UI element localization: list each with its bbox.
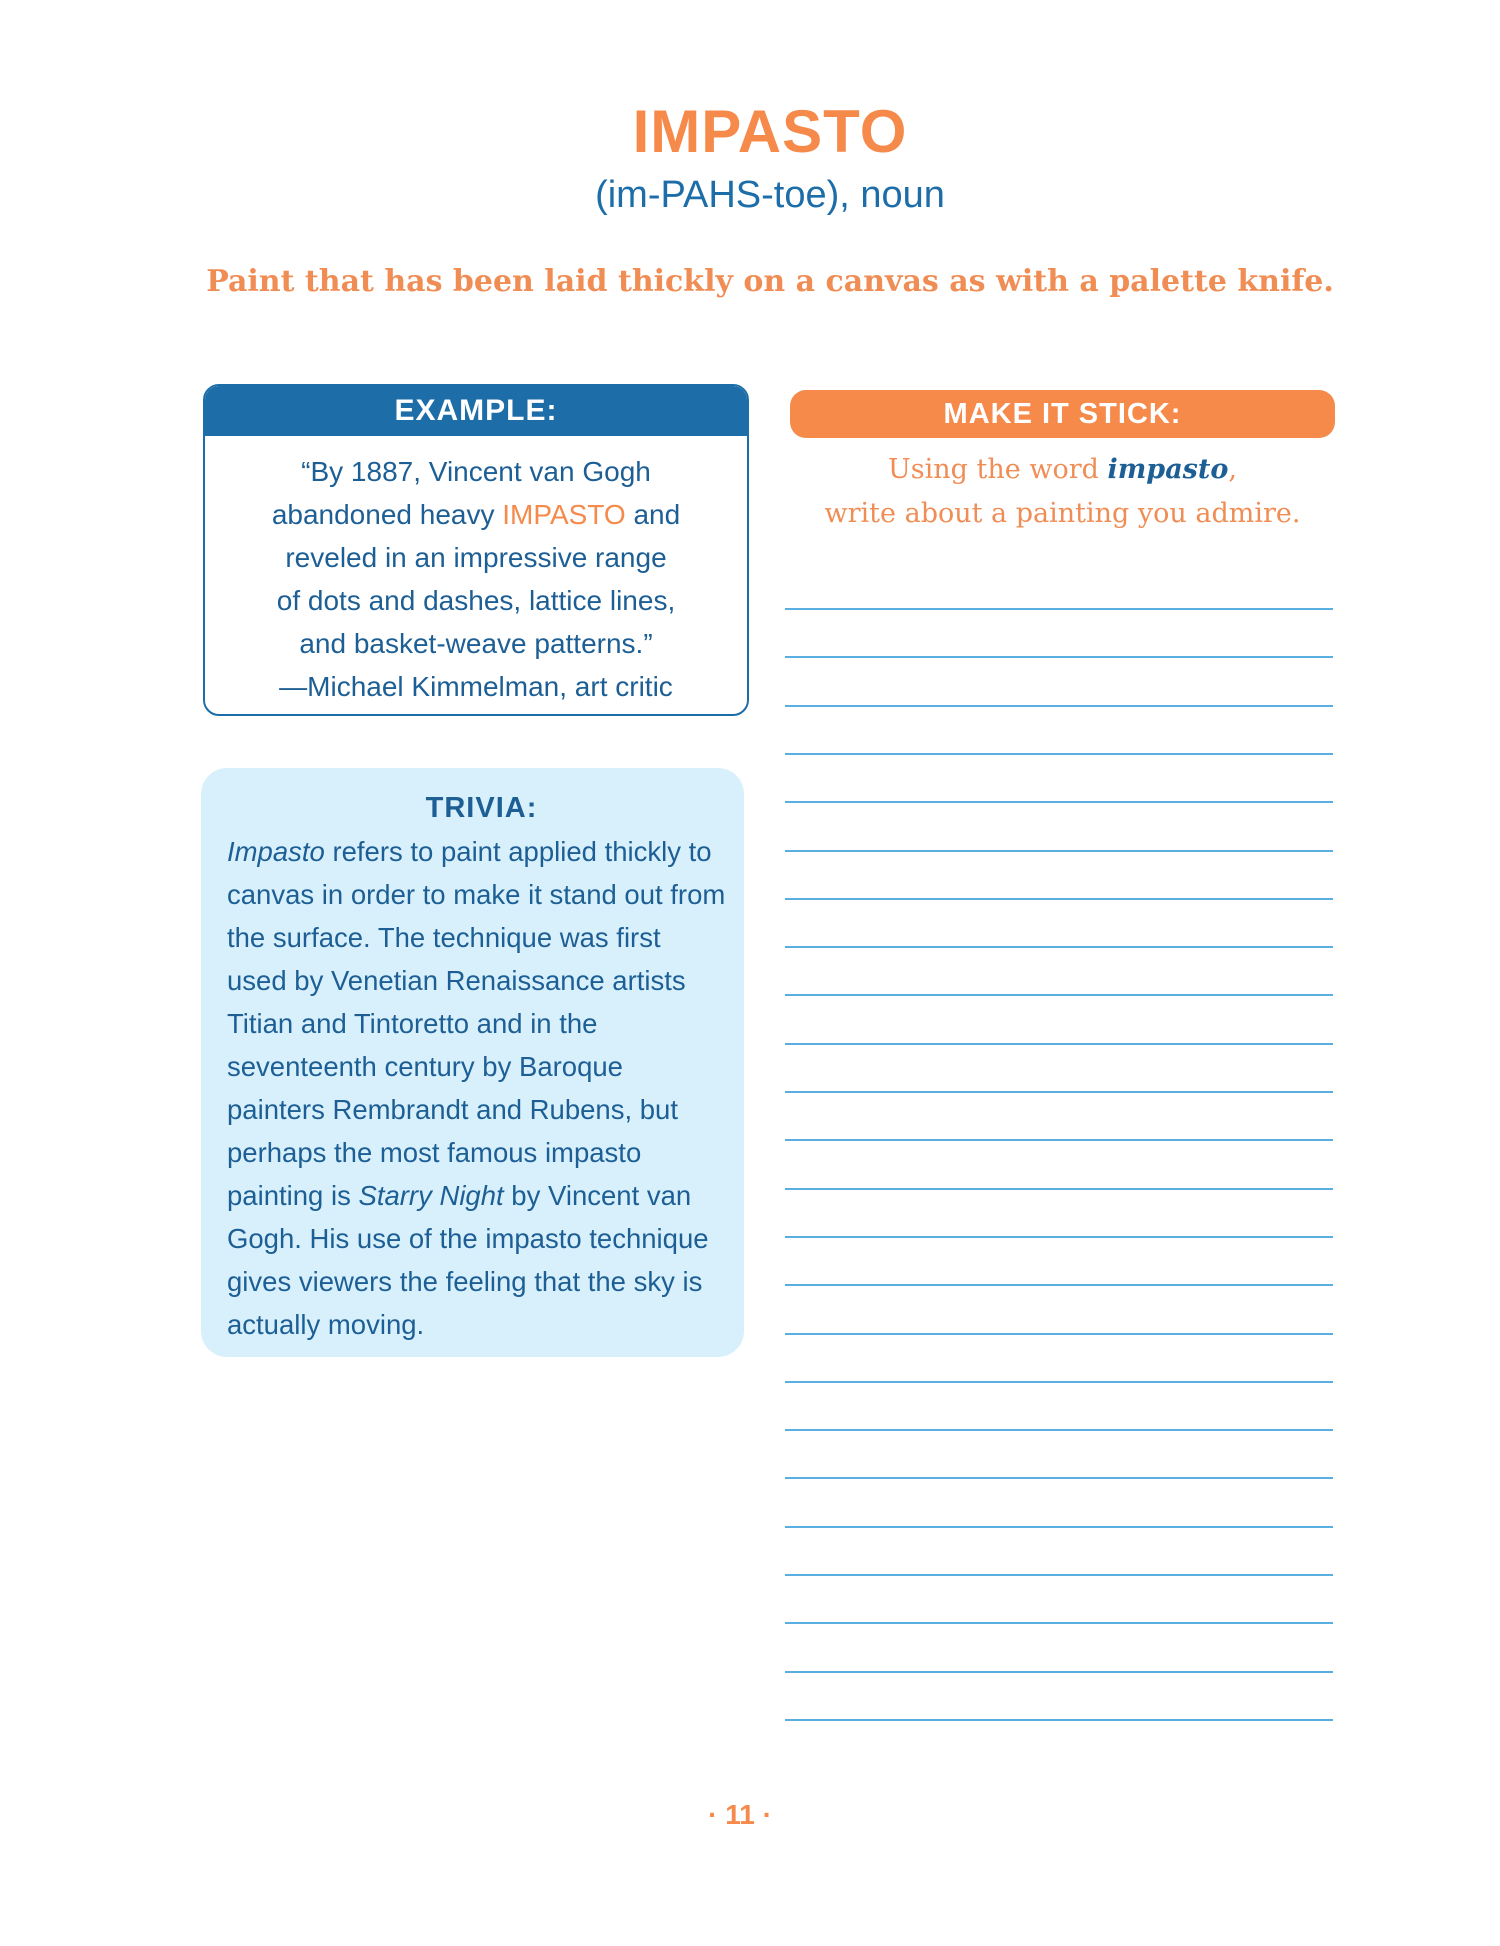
writing-line[interactable]: [785, 705, 1333, 707]
prompt-line: [790, 448, 1335, 492]
trivia-painting-title: Starry Night: [358, 1180, 504, 1211]
example-attribution: —Michael Kimmelman, art critic: [279, 671, 673, 702]
page-title: IMPASTO: [632, 98, 908, 165]
writing-line[interactable]: [785, 946, 1333, 948]
writing-line[interactable]: [785, 850, 1333, 852]
writing-line[interactable]: [785, 1333, 1333, 1335]
writing-line[interactable]: [785, 608, 1333, 610]
writing-line[interactable]: [785, 801, 1333, 803]
example-highlight-word: IMPASTO: [502, 499, 626, 530]
writing-line[interactable]: [785, 1236, 1333, 1238]
writing-line[interactable]: [785, 1429, 1333, 1431]
trivia-text-part: by Vincent van Gogh. His use of the impasto technique gives viewers the feeling that the sky is actually moving.: [227, 1180, 709, 1340]
example-line: “By 1887, Vincent van Gogh: [301, 456, 651, 487]
example-line: of dots and dashes, lattice lines,: [276, 585, 676, 616]
prompt-text: Using the word: [888, 454, 1108, 485]
example-line: [225, 493, 727, 536]
make-it-stick-prompt: [790, 448, 1335, 536]
trivia-text-part: refers to paint applied thickly to canvas in order to make it stand out from the surface. The technique was first used by Venetian Renaissance artists Titian and Tintoretto and in the seventeenth century by Baroque painters Rembrandt and Rubens, but perhaps the most famous impasto painting is: [227, 836, 726, 1211]
writing-line[interactable]: [785, 1622, 1333, 1624]
writing-line[interactable]: [785, 1671, 1333, 1673]
example-heading: EXAMPLE:: [205, 386, 747, 436]
example-text: and: [625, 499, 681, 530]
example-text: abandoned heavy: [271, 499, 503, 530]
writing-line[interactable]: [785, 1188, 1333, 1190]
writing-line[interactable]: [785, 1139, 1333, 1141]
pronunciation: (im-PAHS-toe), noun: [595, 174, 945, 216]
writing-line[interactable]: [785, 1043, 1333, 1045]
prompt-word: impasto: [1107, 454, 1229, 485]
definition: Paint that has been laid thickly on a canvas as with a palette knife.: [206, 264, 1334, 299]
make-it-stick-heading: MAKE IT STICK:: [790, 390, 1335, 438]
writing-line[interactable]: [785, 1477, 1333, 1479]
trivia-term: Impasto: [227, 836, 325, 867]
writing-line[interactable]: [785, 753, 1333, 755]
trivia-text: [227, 830, 726, 1346]
writing-line[interactable]: [785, 656, 1333, 658]
writing-line[interactable]: [785, 1719, 1333, 1721]
writing-line[interactable]: [785, 1381, 1333, 1383]
example-box: [203, 384, 749, 716]
writing-line[interactable]: [785, 994, 1333, 996]
page-number: · 11 ·: [708, 1799, 772, 1830]
prompt-line: write about a painting you admire.: [824, 498, 1301, 529]
example-line: reveled in an impressive range: [285, 542, 667, 573]
writing-line[interactable]: [785, 898, 1333, 900]
writing-line[interactable]: [785, 1091, 1333, 1093]
writing-line[interactable]: [785, 1574, 1333, 1576]
prompt-text: ,: [1228, 454, 1237, 485]
writing-line[interactable]: [785, 1284, 1333, 1286]
trivia-heading: TRIVIA:: [425, 792, 538, 824]
example-quote: [205, 436, 747, 708]
example-line: and basket-weave patterns.”: [299, 628, 653, 659]
writing-line[interactable]: [785, 1526, 1333, 1528]
trivia-box: [201, 768, 744, 1357]
